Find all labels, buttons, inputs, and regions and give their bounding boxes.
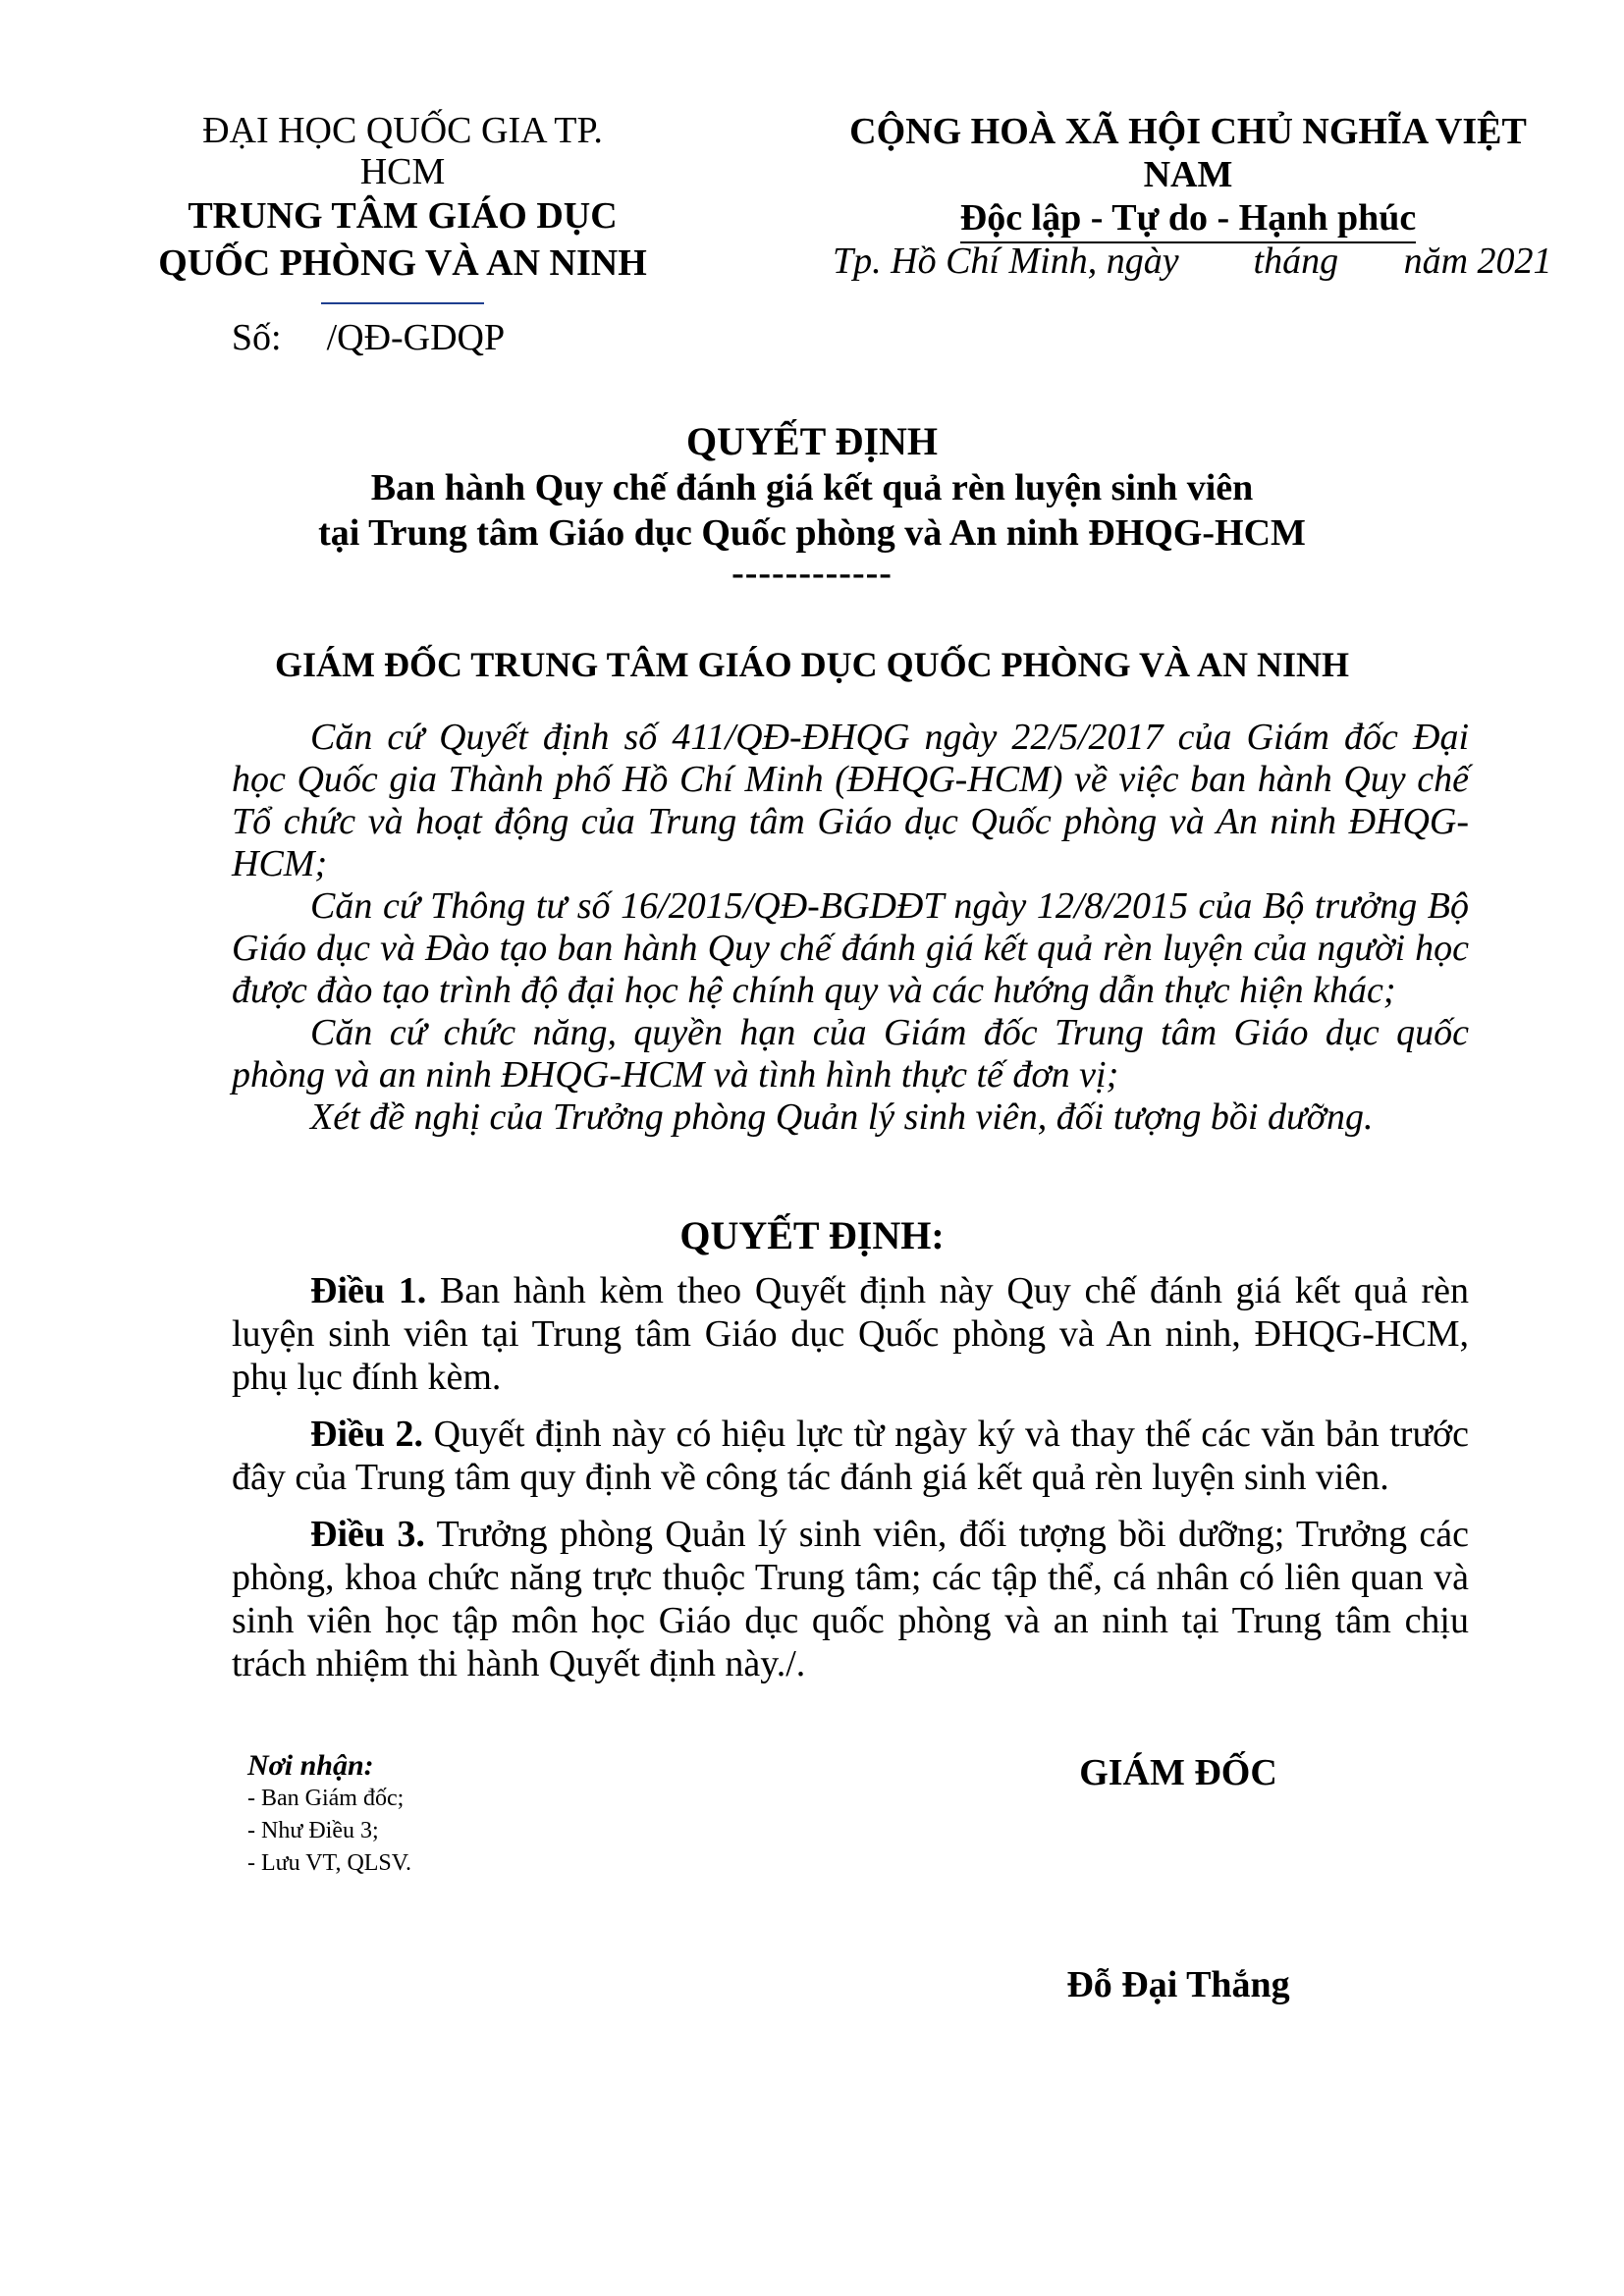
director-heading: GIÁM ĐỐC TRUNG TÂM GIÁO DỤC QUỐC PHÒNG VÀ AN NINH: [274, 645, 1350, 684]
recipients-block: [247, 1749, 837, 1880]
article-1-label: Điều 1.: [310, 1270, 427, 1311]
article-3-text: Trưởng phòng Quản lý sinh viên, đối tượng bồi dưỡng; Trưởng các phòng, khoa chức năng trực thuộc Trung tâm; các tập thể, cá nhân có liên quan và sinh viên học tập môn học Giáo dục quốc phòng và an ninh tại Trung tâm chịu trách nhiệm thi hành Quyết định này./.: [232, 1514, 1470, 1684]
signer-title: GIÁM ĐỐC: [1079, 1752, 1277, 1793]
recipient-item: - Ban Giám đốc;: [247, 1786, 405, 1811]
agency-divider: [321, 302, 484, 304]
document-number-label: Số:: [231, 317, 282, 358]
legal-basis-paragraph: Xét đề nghị của Trưởng phòng Quản lý sinh viên, đối tượng bồi dưỡng.: [310, 1096, 1374, 1138]
national-header-block: [815, 110, 1561, 243]
document-number-value: /QĐ-GDQP: [326, 317, 506, 358]
document-title: QUYẾT ĐỊNH: [686, 419, 938, 463]
article-2-label: Điều 2.: [310, 1414, 424, 1455]
article-1: [232, 1269, 1469, 1399]
center-name-line1: TRUNG TÂM GIÁO DỤC: [188, 195, 618, 237]
article-2: [232, 1413, 1469, 1499]
legal-basis-paragraph: Căn cứ chức năng, quyền hạn của Giám đốc Trung tâm Giáo dục quốc phòng và an ninh ĐHQG-HCM và tình hình thực tế đơn vị;: [232, 1012, 1469, 1095]
article-3-label: Điều 3.: [310, 1514, 425, 1555]
legal-basis-paragraph: Căn cứ Thông tư số 16/2015/QĐ-BGDĐT ngày 12/8/2015 của Bộ trưởng Bộ Giáo dục và Đào tạo ban hành Quy chế đánh giá kết quả rèn luyện của người học được đào tạo trình độ đại học hệ chính quy và các hướng dẫn thực hiện khác;: [232, 885, 1469, 1011]
legal-basis-section: [232, 717, 1469, 1139]
university-name: ĐẠI HỌC QUỐC GIA TP. HCM: [202, 110, 603, 192]
legal-basis-paragraph: Căn cứ Quyết định số 411/QĐ-ĐHQG ngày 22/5/2017 của Giám đốc Đại học Quốc gia Thành phố Hồ Chí Minh (ĐHQG-HCM) về việc ban hành Quy chế Tổ chức và hoạt động của Trung tâm Giáo dục Quốc phòng và An ninh ĐHQG-HCM;: [232, 717, 1469, 884]
recipient-item: - Như Điều 3;: [247, 1818, 379, 1843]
article-3: [232, 1513, 1469, 1685]
country-name: CỘNG HOÀ XÃ HỘI CHỦ NGHĨA VIỆT NAM: [849, 111, 1527, 195]
signer-name: Đỗ Đại Thắng: [1066, 1964, 1290, 2005]
decision-heading: QUYẾT ĐỊNH:: [679, 1213, 945, 1257]
document-subtitle-line2: tại Trung tâm Giáo dục Quốc phòng và An ninh ĐHQG-HCM: [318, 512, 1306, 554]
document-title-block: [0, 418, 1624, 594]
title-separator: ------------: [731, 553, 893, 594]
recipient-item: - Lưu VT, QLSV.: [247, 1850, 412, 1876]
document-number: [88, 316, 648, 359]
national-motto: Độc lập - Tự do - Hạnh phúc: [960, 196, 1417, 243]
issuing-agency-block: [157, 110, 648, 359]
center-name-line2: QUỐC PHÒNG VÀ AN NINH: [158, 242, 647, 284]
article-1-text: Ban hành kèm theo Quyết định này Quy chế đánh giá kết quả rèn luyện sinh viên tại Trung tâm Giáo dục Quốc phòng và An ninh, ĐHQG-HCM, phụ lục đính kèm.: [232, 1270, 1469, 1398]
article-2-text: Quyết định này có hiệu lực từ ngày ký và thay thế các văn bản trước đây của Trung tâm quy định về công tác đánh giá kết quả rèn luyện sinh viên.: [232, 1414, 1470, 1498]
place-date-line: Tp. Hồ Chí Minh, ngày tháng năm 2021: [833, 240, 1552, 282]
articles-section: [232, 1269, 1469, 1699]
document-subtitle-line1: Ban hành Quy chế đánh giá kết quả rèn luyện sinh viên: [370, 467, 1254, 508]
recipients-heading: Nơi nhận:: [247, 1749, 374, 1782]
